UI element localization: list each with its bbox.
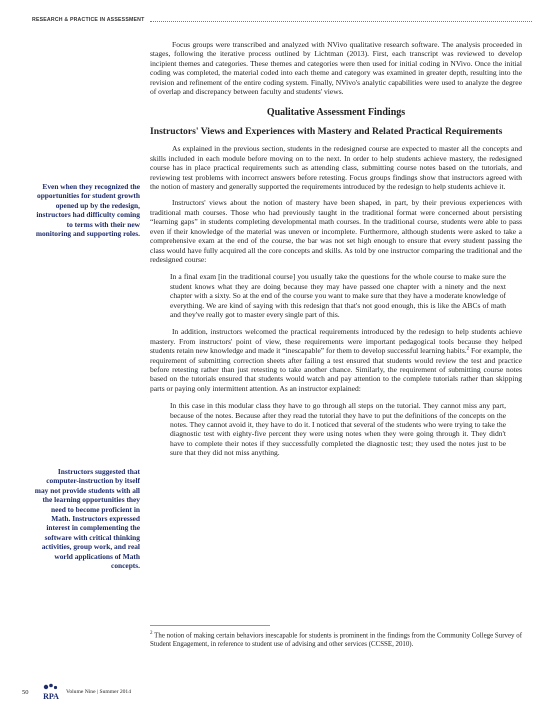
rpa-logo-icon (40, 683, 62, 703)
issue-info: Volume Nine | Summer 2014 (66, 689, 132, 695)
pull-quote-2: Instructors suggested that computer-instruction by itself may not provide students with all the learning opportunities they need to become proficient in Math. Instructors expressed interest in complementing the software with critical thinking activities, group work, and real world applications of Math concepts. (34, 467, 140, 571)
footnote-rule (150, 625, 270, 626)
paragraph-3-text-a: In addition, instructors welcomed the practical requirements introduced by the redesign to help students achieve mastery. From instructors' point of view, these requirements were important pedagogical tools because they helped students retain new knowledge and made it “inescapable” for them to develop successful learning habits. (150, 327, 522, 356)
intro-paragraph: Focus groups were transcribed and analyzed with NVivo qualitative research software. The analysis proceeded in stages, following the iterative process outlined by Lichtman (2013). First, each transcript was reviewed to develop incipient themes and categories. These themes and categories were then used for initial coding in NVivo. Once the initial coding was completed, the material coded into each theme and category was examined in greater depth, resulting into the revision and refinement of the entire coding system. Finally, NVivo's analytic capabilities were used to analyze the degree of overlap and discrepancy between faculty and students' views. (150, 40, 522, 97)
subsection-heading: Instructors' Views and Experiences with Mastery and Related Practical Requirements (150, 126, 503, 138)
footnote-ref: 2 (466, 346, 470, 352)
page-number: 50 (22, 689, 29, 696)
quote-1: In a final exam [in the traditional course] you usually take the questions for the whole course to make sure the student knows what they are doing because they may have passed one chapter with a ninety and the next chapter with a sixty. So at the end of the course you want to make sure that they have a moderate knowledge of everything. We are kind of saying with this redesign that that's not good enough, this is like the ABCs of math and they've really got to master every single part of this. (170, 272, 506, 319)
page-footer (22, 683, 222, 703)
paragraph-3-text-b: For example, the requirement of submitting correction sheets after failing a test ensured that students would review the test and practice before retesting rather than just retesting to take another chance. Similarly, the requirement of submitting course notes based on the tutorials ensured that students would watch and pay attention to the complete tutorials rather than skipping parts or paying only intermittent attention. As an instructor explained: (150, 346, 522, 393)
pull-quote-1: Even when they recognized the opportunities for student growth opened up by the redesign, instructors had difficulty coming to terms with their new monitoring and supporting roles. (35, 182, 140, 239)
footnote (150, 630, 522, 649)
main-column (150, 40, 522, 466)
paragraph-2: Instructors' views about the notion of mastery have been shaped, in part, by their previous experiences with traditional math courses. Those who had previously taught in the traditional format were concerned about persisting “learning gaps” in students completing developmental math courses. In the traditional course, students were able to pass even if their knowledge of the material was uneven or incomplete. Furthermore, although students were asked to take a comprehensive exam at the end of the course, the bar was not set high enough to ensure that every student passing the class would have fully acquired all the core concepts and skills. As told by one instructor comparing the traditional and the redesigned course: (150, 198, 522, 264)
section-heading: Qualitative Assessment Findings (266, 107, 406, 119)
header-dotted-rule (150, 21, 532, 22)
running-header (32, 15, 532, 25)
footnote-text: The notion of making certain behaviors inescapable for students is prominent in the findings from the Community College Survey of Student Engagement, in reference to student use of advising and other services (CCSSE, 2010). (150, 632, 522, 648)
footnote-marker: 2 (150, 631, 153, 636)
logo-text: RPA (43, 692, 59, 701)
running-title: RESEARCH & PRACTICE IN ASSESSMENT (32, 17, 145, 23)
paragraph-3 (150, 327, 522, 393)
quote-2: In this case in this modular class they have to go through all steps on the tutorial. They cannot miss any part, because of the notes. Because after they read the tutorial they have to put the definitions of the concepts on the notes. They cannot avoid it, they have to do it. I noticed that several of the students who were trying to take the diagnostic test with eighty-five percent they were using notes when they were going through it. They didn't have to complete their notes if they successfully completed the diagnostic test; they used the notes just to be sure that they did not miss anything. (170, 401, 506, 458)
paragraph-1: As explained in the previous section, students in the redesigned course are expected to master all the concepts and skills included in each module before moving on to the next. In order to help students achieve mastery, the redesigned course has in place practical requirements such as attending class, submitting course notes based on the tutorials, and reviewing test problems with incorrect answers before retesting. Focus groups findings show that instructors agreed with the notion of mastery and generally supported the requirements introduced by the redesign to help students achieve it. (150, 144, 522, 192)
